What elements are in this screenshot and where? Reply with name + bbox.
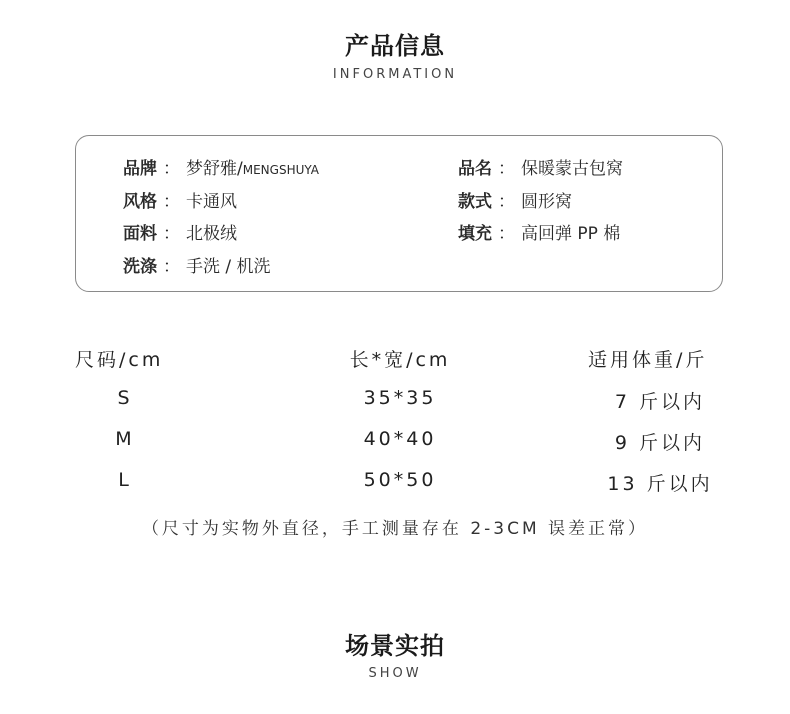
info-filling-label: 填充	[458, 224, 492, 244]
info-style-value: 卡通风	[186, 192, 237, 212]
info-style-colon: ：	[163, 192, 180, 212]
info-name-value: 保暖蒙古包窝	[521, 159, 623, 179]
size-row-s-dimensions: 35*35	[363, 387, 437, 409]
info-wash-colon: ：	[163, 257, 180, 277]
size-header-size: 尺码/cm	[75, 349, 164, 371]
info-fabric	[123, 219, 237, 244]
info-brand	[123, 154, 319, 179]
size-row-l-size: L	[118, 469, 132, 491]
section-title-information: 产品信息	[345, 32, 445, 60]
section-subtitle-show: SHOW	[368, 666, 422, 681]
info-type	[458, 187, 572, 212]
info-brand-colon: ：	[163, 159, 180, 179]
size-header-weight: 适用体重/斤	[588, 349, 708, 371]
info-style-label: 风格	[123, 192, 157, 212]
size-measurement-note: （尺寸为实物外直径，手工测量存在 2-3CM 误差正常）	[141, 519, 649, 539]
info-wash	[123, 252, 271, 277]
size-row-s-weight: 7 斤以内	[614, 391, 706, 413]
info-type-label: 款式	[458, 192, 492, 212]
info-type-value: 圆形窝	[521, 192, 572, 212]
info-name	[458, 154, 623, 179]
size-row-m-weight: 9 斤以内	[614, 432, 706, 454]
section-subtitle-information: INFORMATION	[332, 67, 458, 82]
size-row-m-dimensions: 40*40	[363, 428, 437, 450]
info-wash-label: 洗涤	[123, 257, 157, 277]
info-filling-value: 高回弹 PP 棉	[521, 224, 621, 244]
info-filling	[458, 219, 620, 244]
info-filling-colon: ：	[498, 224, 515, 244]
size-header-dimensions: 长*宽/cm	[349, 349, 451, 371]
info-wash-value: 手洗 / 机洗	[186, 257, 271, 277]
info-style	[123, 187, 237, 212]
size-row-l-dimensions: 50*50	[363, 469, 437, 491]
info-brand-label: 品牌	[123, 159, 157, 179]
info-type-colon: ：	[498, 192, 515, 212]
info-name-label: 品名	[458, 159, 492, 179]
info-brand-slash: /	[237, 159, 243, 179]
info-brand-value: 梦舒雅	[186, 159, 237, 179]
info-name-colon: ：	[498, 159, 515, 179]
info-fabric-value: 北极绒	[186, 224, 237, 244]
info-fabric-label: 面料	[123, 224, 157, 244]
section-title-show: 场景实拍	[345, 632, 445, 660]
size-row-l-weight: 13 斤以内	[607, 473, 713, 495]
size-row-s-size: S	[117, 387, 133, 409]
size-row-m-size: M	[115, 428, 135, 450]
info-fabric-colon: ：	[163, 224, 180, 244]
info-brand-latin: MENGSHUYA	[242, 163, 319, 177]
